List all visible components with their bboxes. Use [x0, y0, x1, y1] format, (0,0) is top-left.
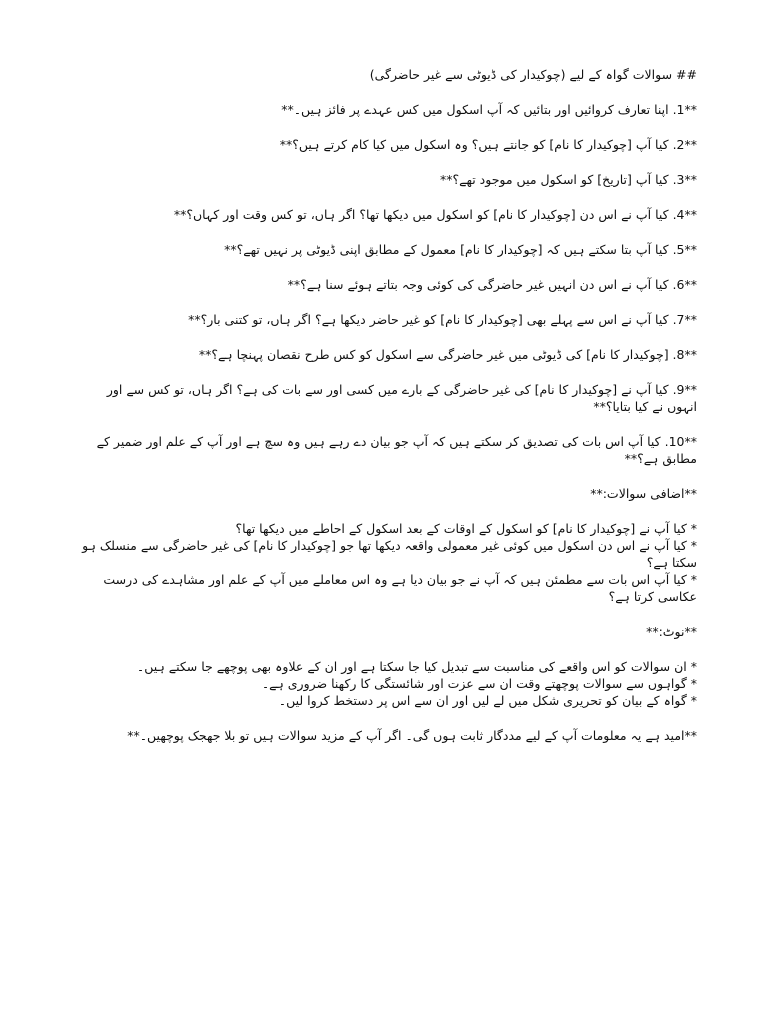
additional-question-item: * کیا آپ اس بات سے مطمئن ہیں کہ آپ نے جو بیان دیا ہے وہ اس معاملے میں آپ کے علم اور مشاہدے کی درست عکاسی کرتا ہے؟ [103, 572, 697, 604]
document-page [80, 66, 697, 744]
question-10: **10. کیا آپ اس بات کی تصدیق کر سکتے ہیں کہ آپ جو بیان دے رہے ہیں وہ سچ ہے اور آپ کے علم اور ضمیر کے مطابق ہے؟** [96, 434, 697, 466]
question-2: **2. کیا آپ [چوکیدار کا نام] کو جانتے ہیں؟ وہ اسکول میں کیا کام کرتے ہیں؟** [279, 137, 697, 152]
question-4: **4. کیا آپ نے اس دن [چوکیدار کا نام] کو اسکول میں دیکھا تھا؟ اگر ہاں، تو کس وقت اور کہاں؟** [173, 207, 697, 222]
question-6: **6. کیا آپ نے اس دن انہیں غیر حاضرگی کی کوئی وجہ بتاتے ہوئے سنا ہے؟** [287, 277, 697, 292]
additional-question-item: * کیا آپ نے [چوکیدار کا نام] کو اسکول کے اوقات کے بعد اسکول کے احاطے میں دیکھا تھا؟ [235, 521, 697, 536]
question-1: **1. اپنا تعارف کروائیں اور بتائیں کہ آپ اسکول میں کس عہدے پر فائز ہیں۔** [281, 102, 697, 117]
additional-questions-heading: **اضافی سوالات:** [590, 486, 697, 501]
note-item: * گواہ کے بیان کو تحریری شکل میں لے لیں اور ان سے اس پر دستخط کروا لیں۔ [278, 693, 697, 708]
note-item: * گواہوں سے سوالات پوچھتے وقت ان سے عزت اور شائستگی کا رکھنا ضروری ہے۔ [261, 676, 697, 691]
notes-list [80, 658, 697, 709]
additional-question-item: * کیا آپ نے اس دن اسکول میں کوئی غیر معمولی واقعہ دیکھا تھا جو [چوکیدار کا نام] کی غیر حاضرگی سے منسلک ہو سکتا ہے؟ [82, 538, 697, 570]
question-3: **3. کیا آپ [تاریخ] کو اسکول میں موجود تھے؟** [440, 172, 697, 187]
question-5: **5. کیا آپ بتا سکتے ہیں کہ [چوکیدار کا نام] معمول کے مطابق اپنی ڈیوٹی پر نہیں تھے؟** [224, 242, 697, 257]
document-title: ## سوالات گواہ کے لیے (چوکیدار کی ڈیوٹی سے غیر حاضرگی) [369, 67, 697, 82]
note-heading: **نوٹ:** [646, 624, 697, 639]
closing-paragraph: **امید ہے یہ معلومات آپ کے لیے مددگار ثابت ہوں گی۔ اگر آپ کے مزید سوالات ہیں تو بلا جھجک پوچھیں۔** [127, 728, 697, 743]
question-8: **8. [چوکیدار کا نام] کی ڈیوٹی میں غیر حاضرگی سے اسکول کو کس طرح نقصان پہنچا ہے؟** [198, 347, 697, 362]
additional-questions-list [80, 520, 697, 605]
question-9: **9. کیا آپ نے [چوکیدار کا نام] کی غیر حاضرگی کے بارے میں کسی اور سے بات کی ہے؟ اگر ہاں، تو کس سے اور انہوں نے کیا بتایا؟** [106, 382, 697, 414]
note-item: * ان سوالات کو اس واقعے کی مناسبت سے تبدیل کیا جا سکتا ہے اور ان کے علاوہ بھی پوچھے جا سکتے ہیں۔ [136, 659, 697, 674]
question-7: **7. کیا آپ نے اس سے پہلے بھی [چوکیدار کا نام] کو غیر حاضر دیکھا ہے؟ اگر ہاں، تو کتنی بار؟** [188, 312, 697, 327]
